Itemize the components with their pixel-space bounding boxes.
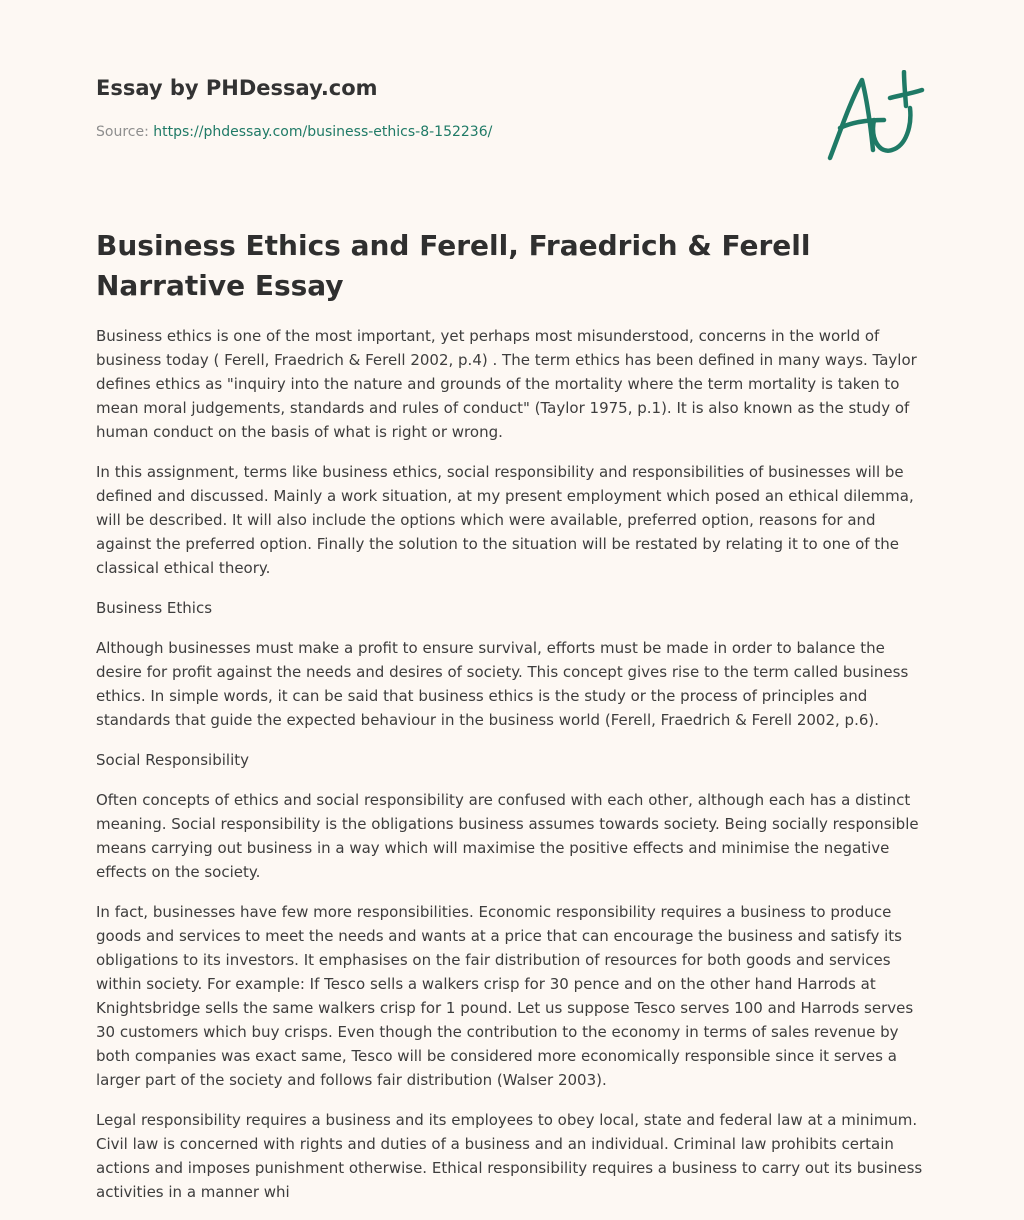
paragraph: Business ethics is one of the most important, yet perhaps most misunderstood, concerns in the world of business today ( Ferell, Fraedrich & Ferell 2002, p.4) . The term ethics has been defined in many ways. Taylor defines ethics as "inquiry into the nature and grounds of the mortality where the term mortality is taken to mean moral judgements, standards and rules of conduct" (Taylor 1975, p.1). It is also known as the study of human conduct on the basis of what is right or wrong. bbox=[96, 327, 917, 441]
source-label: Source: bbox=[96, 124, 149, 140]
essay-title: Business Ethics and Ferell, Fraedrich & Ferell Narrative Essay bbox=[96, 229, 811, 302]
paragraph: Although businesses must make a profit to ensure survival, efforts must be made in order to balance the desire for profit against the needs and desires of society. This concept gives rise to the term called business ethics. In simple words, it can be said that business ethics is the study or the process of principles and standards that guide the expected behaviour in the business world (Ferell, Fraedrich & Ferell 2002, p.6). bbox=[96, 639, 909, 729]
source-line bbox=[96, 124, 492, 140]
paragraph: In fact, businesses have few more responsibilities. Economic responsibility requires a business to produce goods and services to meet the needs and wants at a price that can encourage the business and satisfy its obligations to its investors. It emphasises on the fair distribution of resources for both goods and services within society. For example: If Tesco sells a walkers crisp for 30 pence and on the other hand Harrods at Knightsbridge sells the same walkers crisp for 1 pound. Let us suppose Tesco serves 100 and Harrods serves 30 customers which buy crisps. Even though the contribution to the economy in terms of sales revenue by both companies was exact same, Tesco will be considered more economically responsible since it serves a larger part of the society and follows fair distribution (Walser 2003). bbox=[96, 903, 914, 1089]
section-heading: Business Ethics bbox=[96, 599, 213, 617]
a-plus-logo-icon bbox=[826, 70, 926, 164]
essay-body bbox=[96, 324, 928, 1220]
site-title: Essay by PHDessay.com bbox=[96, 76, 378, 100]
paragraph: Often concepts of ethics and social responsibility are confused with each other, although each has a distinct meaning. Social responsibility is the obligations business assumes towards society. Being socially responsible means carrying out business in a way which will maximise the positive effects and minimise the negative effects on the society. bbox=[96, 791, 919, 881]
paragraph: In this assignment, terms like business ethics, social responsibility and responsibilities of businesses will be defined and discussed. Mainly a work situation, at my present employment which posed an ethical dilemma, will be described. It will also include the options which were available, preferred option, reasons for and against the preferred option. Finally the solution to the situation will be restated by relating it to one of the classical ethical theory. bbox=[96, 463, 914, 577]
source-link[interactable]: https://phdessay.com/business-ethics-8-152236/ bbox=[153, 124, 493, 140]
section-heading: Social Responsibility bbox=[96, 751, 250, 769]
paragraph: Legal responsibility requires a business and its employees to obey local, state and federal law at a minimum. Civil law is concerned with rights and duties of a business and an individual. Criminal law prohibits certain actions and imposes punishment otherwise. Ethical responsibility requires a business to carry out its business activities in a manner whi bbox=[96, 1111, 923, 1201]
